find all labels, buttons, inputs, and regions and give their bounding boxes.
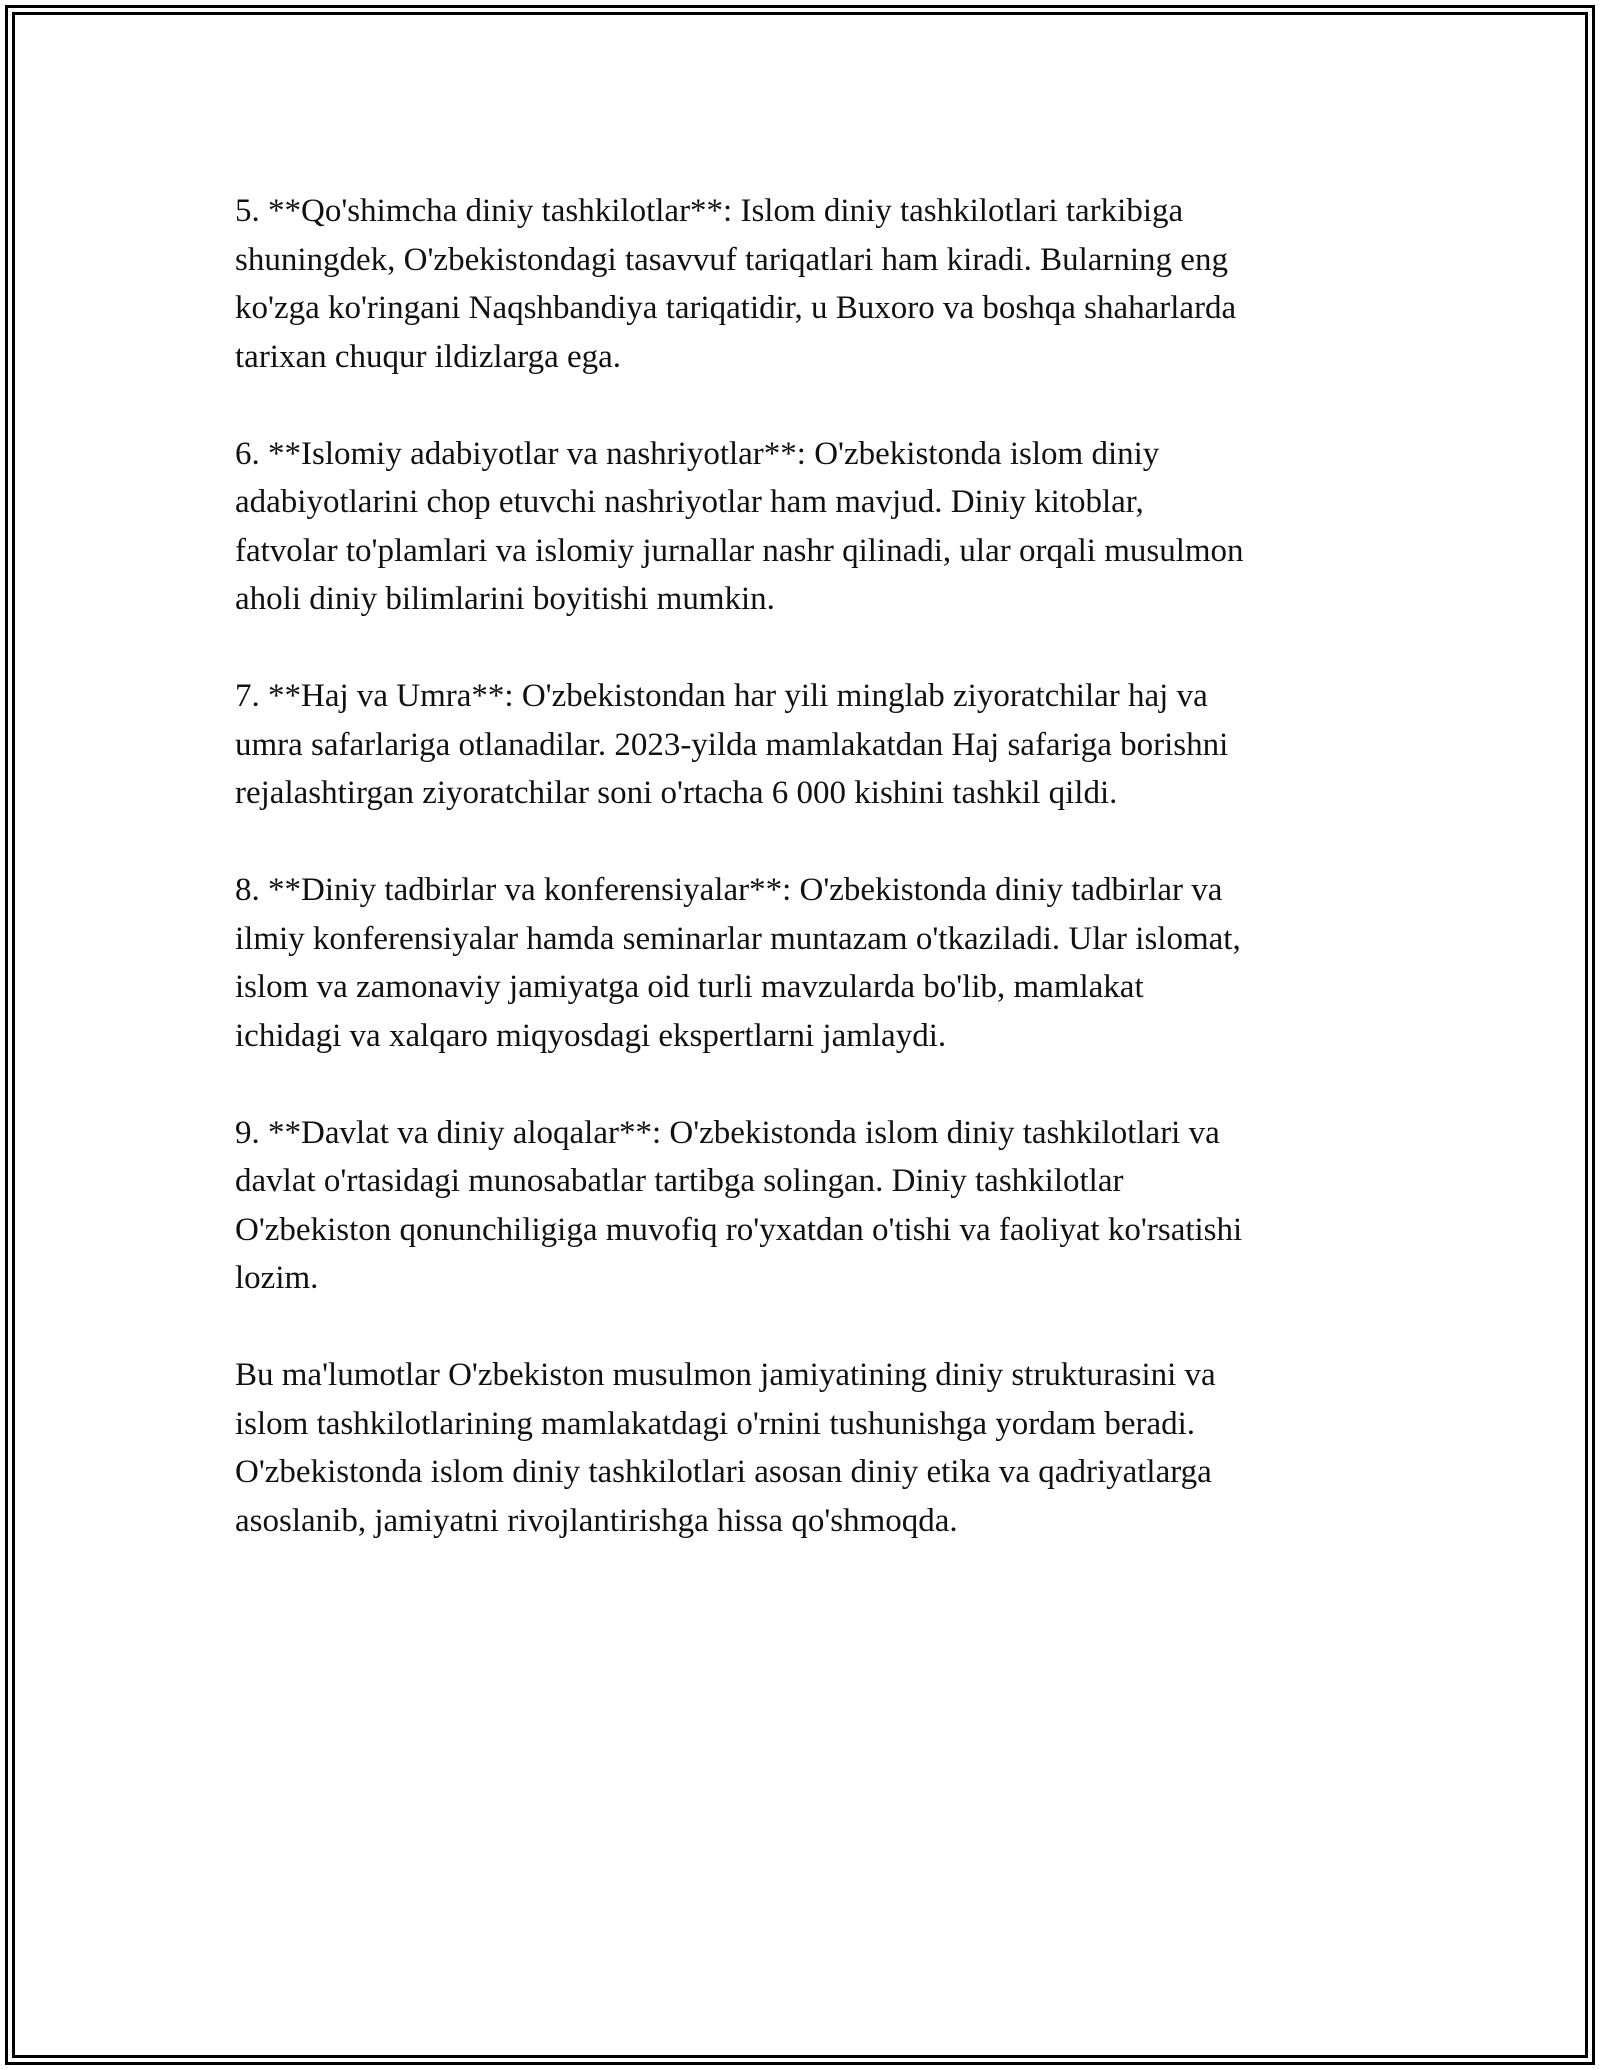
paragraph-conclusion: Bu ma'lumotlar O'zbekiston musulmon jamiyatining diniy strukturasini va islom tashkilotlarining mamlakatdagi o'rnini tushunishga yordam beradi. O'zbekistonda islom diniy tashkilotlari asosan diniy etika va qadriyatlarga asoslanib, jamiyatni rivojlantirishga hissa qo'shmoqda. xyxy=(235,1357,1216,1539)
paragraph-item-5: 5. **Qo'shimcha diniy tashkilotlar**: Islom diniy tashkilotlari tarkibiga shuningdek, O'zbekistondagi tasavvuf tariqatlari ham kiradi. Bularning eng ko'zga ko'ringani Naqshbandiya tariqatidir, u Buxoro va boshqa shaharlarda tarixan chuqur ildizlarga ega. xyxy=(235,193,1237,375)
paragraph-item-8: 8. **Diniy tadbirlar va konferensiyalar**: O'zbekistonda diniy tadbirlar va ilmiy konferensiyalar hamda seminarlar muntazam o'tkaziladi. Ular islomat, islom va zamonaviy jamiyatga oid turli mavzularda bo'lib, mamlakat ichidagi va xalqaro miqyosdagi ekspertlarni jamlaydi. xyxy=(235,872,1241,1054)
paragraph-item-7: 7. **Haj va Umra**: O'zbekistondan har yili minglab ziyoratchilar haj va umra safarlariga otlanadilar. 2023-yilda mamlakatdan Haj safariga borishni rejalashtirgan ziyoratchilar soni o'rtacha 6 000 kishini tashkil qildi. xyxy=(235,678,1229,811)
document-body xyxy=(235,187,1365,1594)
paragraph-item-9: 9. **Davlat va diniy aloqalar**: O'zbekistonda islom diniy tashkilotlari va davlat o'rtasidagi munosabatlar tartibga solingan. Diniy tashkilotlar O'zbekiston qonunchiligiga muvofiq ro'yxatdan o'tishi va faoliyat ko'rsatishi lozim. xyxy=(235,1114,1243,1296)
paragraph-item-6: 6. **Islomiy adabiyotlar va nashriyotlar**: O'zbekistonda islom diniy adabiyotlarini chop etuvchi nashriyotlar ham mavjud. Diniy kitoblar, fatvolar to'plamlari va islomiy jurnallar nashr qilinadi, ular orqali musulmon aholi diniy bilimlarini boyitishi mumkin. xyxy=(235,435,1244,617)
